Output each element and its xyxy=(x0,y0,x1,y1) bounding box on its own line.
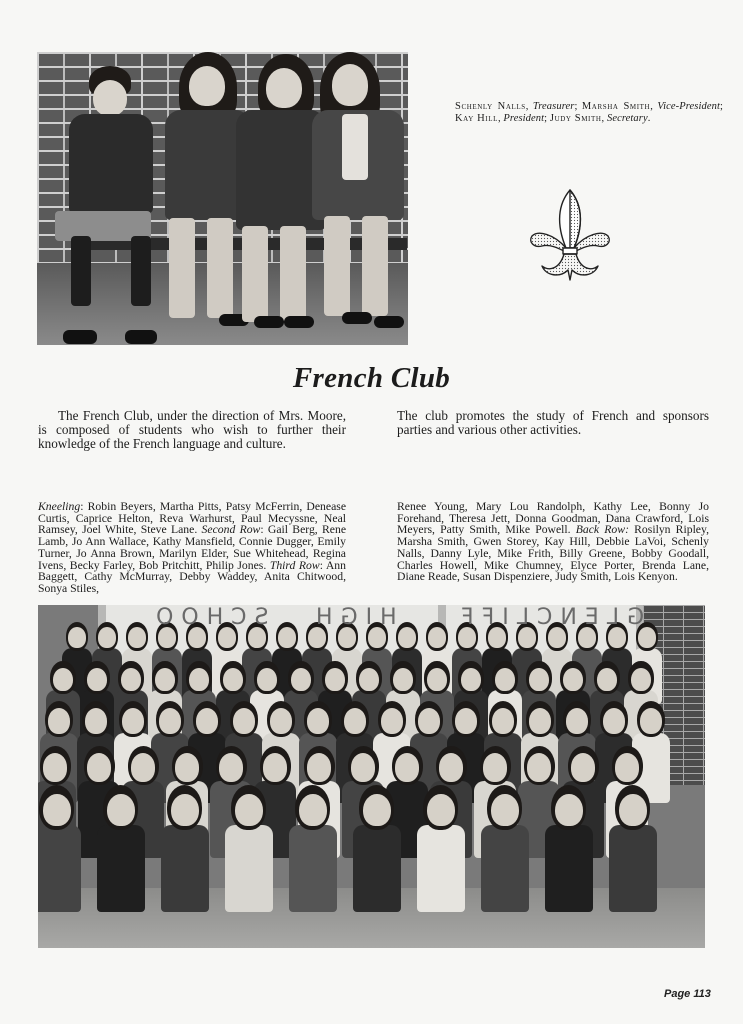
officers-caption: Schenly Nalls, Treasurer; Marsha Smith, Vice-President; Kay Hill, President; Judy Smith, Secretary. xyxy=(455,101,723,124)
officers-photo xyxy=(37,52,408,345)
roster-row-label: Third Row xyxy=(269,558,320,572)
officer-name: Kay Hill xyxy=(455,112,498,124)
intro-paragraph-left: The French Club, under the direction of Mrs. Moore, is composed of students who wish to further their knowledge of the French language and culture. xyxy=(38,408,346,451)
officer-name: Marsha Smith xyxy=(581,101,651,112)
roster-row-label: Second Row xyxy=(201,523,261,537)
roster-names: Renee Young, Mary Lou Randolph, Kathy Lee, Bonny Jo Forehand, Theresa Jett, Donna Goodman, Dana Crawford, Lois Meyers, Patty Smith, Mike Powell. xyxy=(397,500,709,537)
roster-row-label: Kneeling xyxy=(38,500,81,513)
roster-names: Rosilyn Ripley, Marsha Smith, Gwen Storey, Kay Hill, Debbie LaVoi, Schenly Nalls, Danny Lyle, Mike Frith, Billy Greene, Bobby Goodall, Charles Howell, Mike Chumney, Elyce Porter, Brenda Lane, Diane Reade, Susan Dispenziere, Judy Smith, Lois Kenyon. xyxy=(397,523,710,584)
roster-left-column: Kneeling: Robin Beyers, Martha Pitts, Patsy McFerrin, Denease Curtis, Caprice Helton, Reva Warhurst, Paul Mecyssne, Neal Ramsey, Joel White, Steve Lane. Second Row: Gail Berg, Rene Lamb, Jo Ann Wallace, Kathy Mansfield, Connie Dugger, Emily Turner, Jo Anna Brown, Marilyn Elder, Sue Whitehead, Regina Ivens, Becky Farley, Bob Pritchitt, Philip Jones. Third Row: Ann Baggett, Cathy McMurray, Debby Waddey, Anita Chitwood, Sonya Stiles, xyxy=(38,500,347,595)
officer-role: Vice-President xyxy=(657,101,720,112)
window-lettering: HIGH xyxy=(308,605,397,630)
officer-name: Schenly Nalls xyxy=(455,101,526,112)
window-lettering: GLENCLIFF xyxy=(453,605,645,630)
page-number: Page 113 xyxy=(664,988,711,1000)
officer-name: Judy Smith xyxy=(549,112,602,124)
roster-right-column xyxy=(397,501,709,583)
intro-paragraph-right: The club promotes the study of French and sponsors parties and various other activities. xyxy=(397,408,709,437)
roster-names: Ann Baggett, Cathy McMurray, Debby Waddey, Anita Chitwood, Sonya Stiles, xyxy=(38,558,346,595)
fleur-de-lis-icon xyxy=(528,186,612,288)
page-title: French Club xyxy=(292,362,451,394)
officer-role: President xyxy=(503,112,545,124)
roster-row-label: Back Row: xyxy=(575,523,629,537)
window-lettering: SCHOO xyxy=(148,605,269,630)
roster-names: Gail Berg, Rene Lamb, Jo Ann Wallace, Kathy Mansfield, Connie Dugger, Emily Turner, Jo Anna Brown, Marilyn Elder, Sue Whitehead, Regina Ivens, Becky Farley, Bob Pritchitt, Philip Jones. xyxy=(38,523,347,572)
officer-role: Secretary xyxy=(606,112,648,124)
roster-names: Robin Beyers, Martha Pitts, Patsy McFerrin, Denease Curtis, Caprice Helton, Reva Warhurst, Paul Mecyssne, Neal Ramsey, Joel White, Steve Lane. xyxy=(38,500,347,537)
group-photo xyxy=(38,605,705,948)
officer-role: Treasurer xyxy=(532,101,575,112)
